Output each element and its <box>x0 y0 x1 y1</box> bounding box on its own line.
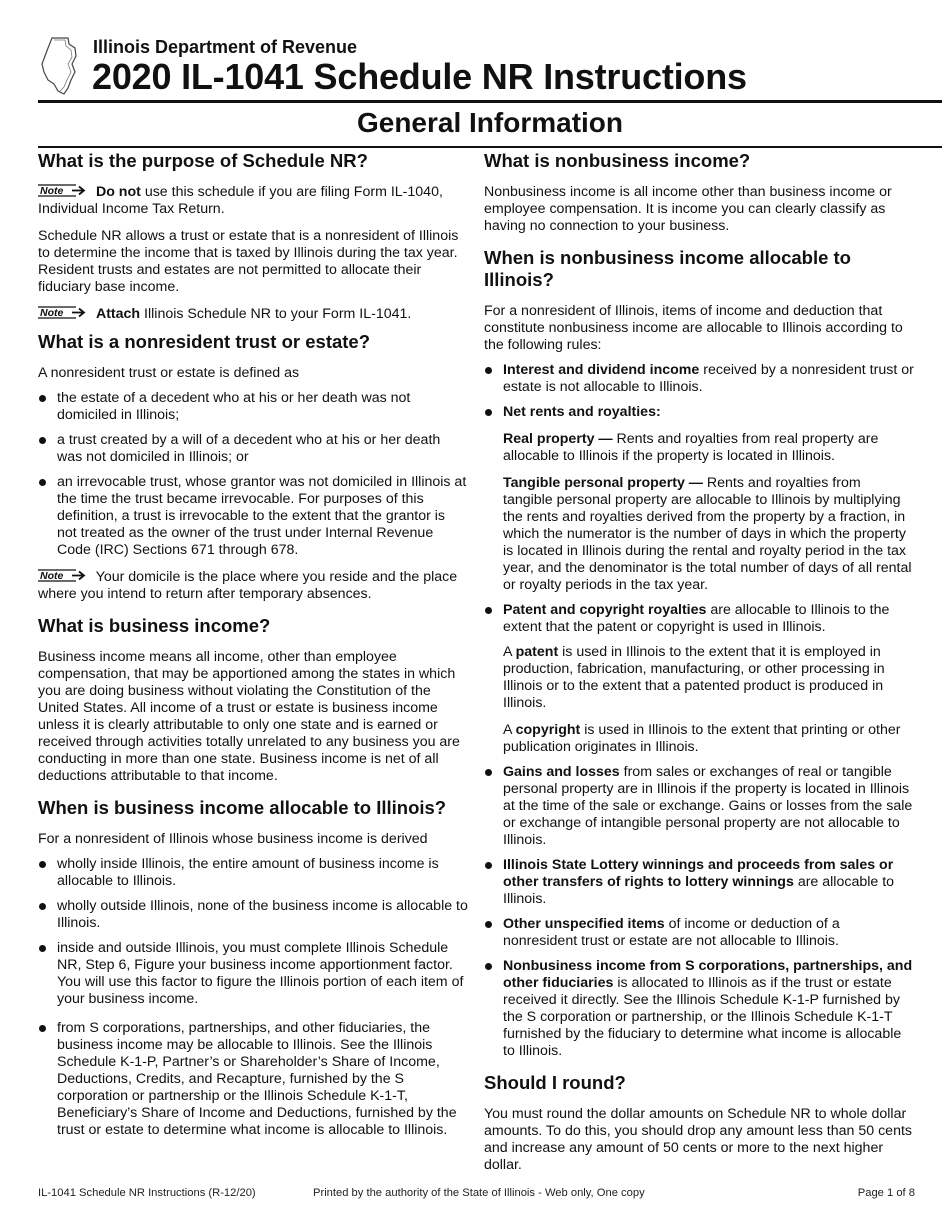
business-allocable-heading: When is business income allocable to Illinois? <box>38 797 447 818</box>
list-item: Net rents and royalties: <box>484 404 914 421</box>
note-text: use this schedule if you are filing Form IL-1040, Individual Income Tax Return. <box>38 184 443 217</box>
list-item: a trust created by a will of a decedent who at his or her death was not domiciled in Illinois; or <box>38 432 468 466</box>
nonbusiness-rules-list-2 <box>484 602 914 636</box>
note-attach <box>38 306 468 323</box>
document-header <box>38 34 942 102</box>
nonresident-list <box>38 390 468 559</box>
nonbusiness-heading: What is nonbusiness income? <box>484 150 751 171</box>
document-title: 2020 IL-1041 Schedule NR Instructions <box>92 56 747 97</box>
footer-authority: Printed by the authority of the State of Illinois - Web only, One copy <box>313 1187 645 1199</box>
list-item: Nonbusiness income from S corporations, partnerships, and other fiduciaries is allocated to Illinois as if the trust or estate received it directly. See the Illinois Schedule K-1-P furnished by the S corporation or partnership, or the Illinois Schedule K-1-T furnished by the fiduciary to determine what income is allocable to Illinois. <box>484 958 914 1060</box>
nonbusiness-allocable-intro: For a nonresident of Illinois, items of income and deduction that constitute nonbusiness income are allocable to Illinois according to the following rules: <box>484 303 903 353</box>
purpose-paragraph: Schedule NR allows a trust or estate that is a nonresident of Illinois to determine the income that is taxed by Illinois during the tax year. Resident trusts and estates are not permitted to allocate their fiduciary base income. <box>38 228 459 295</box>
patent-definition: A patent is used in Illinois to the extent that it is employed in production, fabrication, manufacturing, or other processing in Illinois or to the extent that a patented product is produced in Illinois. <box>503 644 885 711</box>
business-allocable-list <box>38 856 468 1139</box>
rounding-heading: Should I round? <box>484 1072 626 1093</box>
business-heading: What is business income? <box>38 615 271 636</box>
footer-page-number: Page 1 of 8 <box>857 1187 915 1199</box>
list-item: Gains and losses from sales or exchanges of real or tangible personal property are in Illinois if the property is located in Illinois at the time of the sale or exchange. Gains or losses from the sale or exchange of intangible personal property are not allocable to Illinois. <box>484 764 914 849</box>
svg-text:Note: Note <box>40 570 64 582</box>
department-name: Illinois Department of Revenue <box>93 37 358 57</box>
note-icon <box>38 569 88 582</box>
svg-text:Note: Note <box>40 185 64 197</box>
note-text: Your domicile is the place where you reside and the place where you intend to return after temporary absences. <box>38 569 458 602</box>
list-item: Illinois State Lottery winnings and proceeds from sales or other transfers of rights to lottery winnings are allocable to Illinois. <box>484 857 914 908</box>
list-item: Patent and copyright royalties are allocable to Illinois to the extent that the patent or copyright is used in Illinois. <box>484 602 914 636</box>
nonresident-heading: What is a nonresident trust or estate? <box>38 331 371 352</box>
nonresident-intro: A nonresident trust or estate is defined as <box>38 365 300 381</box>
list-item: Other unspecified items of income or deduction of a nonresident trust or estate are not allocable to Illinois. <box>484 916 914 950</box>
note-text: Illinois Schedule NR to your Form IL-1041. <box>140 306 412 322</box>
list-item: the estate of a decedent who at his or her death was not domiciled in Illinois; <box>38 390 468 424</box>
note-bold: Do not <box>95 184 141 200</box>
list-item: inside and outside Illinois, you must complete Illinois Schedule NR, Step 6, Figure your business income apportionment factor. You will use this factor to figure the Illinois portion of each item of your business income. <box>38 940 468 1008</box>
right-column <box>484 150 914 1184</box>
rounding-paragraph: You must round the dollar amounts on Schedule NR to whole dollar amounts. To do this, you should drop any amount less than 50 cents and increase any amount of 50 cents or more to the next higher dollar. <box>484 1106 912 1173</box>
section-title: General Information <box>356 107 624 138</box>
note-domicile <box>38 569 468 603</box>
nonbusiness-paragraph: Nonbusiness income is all income other than business income or employee compensation. It is income you can clearly classify as having no connection to your business. <box>484 184 892 234</box>
left-column <box>38 150 468 1149</box>
note-bold: Attach <box>95 306 141 322</box>
note-icon <box>38 184 88 197</box>
business-paragraph: Business income means all income, other than employee compensation, that may be apportioned among the states in which you are doing business without violating the Constitution of the United States. All income of a trust or estate is business income unless it is clearly attributable to only one state and is earned or received through activities totally unrelated to any business you are conducting in more than one state. Business income is net of all deductions attributable to that income. <box>38 649 460 784</box>
note-do-not <box>38 184 468 218</box>
real-property-rule: Real property — Rents and royalties from real property are allocable to Illinois if the property is located in Illinois. <box>503 431 879 464</box>
business-allocable-intro: For a nonresident of Illinois whose business income is derived <box>38 831 428 847</box>
note-icon <box>38 306 88 319</box>
list-item: from S corporations, partnerships, and other fiduciaries, the business income may be allocable to Illinois. See the Illinois Schedule K-1-P, Partner’s or Shareholder’s Share of Income, Deductions, Credits, and Recapture, furnished by the S corporation or partnership or the Illinois Schedule K-1-T, Beneficiary’s Share of Income and Deductions, furnished by the trust or estate to determine what income is allocable to Illinois. <box>38 1020 468 1139</box>
illinois-state-outline-icon <box>38 36 82 96</box>
footer-form-id: IL-1041 Schedule NR Instructions (R-12/20) <box>38 1187 256 1199</box>
note-badge <box>38 306 96 322</box>
list-item: Interest and dividend income received by a nonresident trust or estate is not allocable to Illinois. <box>484 362 914 396</box>
svg-text:Note: Note <box>40 307 64 319</box>
note-badge <box>38 184 96 200</box>
purpose-heading: What is the purpose of Schedule NR? <box>38 150 368 171</box>
nonbusiness-rules-list-3 <box>484 764 914 1060</box>
nonbusiness-rules-list <box>484 362 914 421</box>
list-item: wholly inside Illinois, the entire amount of business income is allocable to Illinois. <box>38 856 468 890</box>
header-divider <box>38 100 942 103</box>
nonbusiness-allocable-heading: When is nonbusiness income allocable to Illinois? <box>484 247 851 290</box>
note-badge <box>38 569 96 585</box>
list-item: an irrevocable trust, whose grantor was not domiciled in Illinois at the time the trust became irrevocable. For purposes of this definition, a trust is irrevocable to the extent that the grantor is not treated as the owner of the trust under Internal Revenue Code (IRC) Sections 671 through 678. <box>38 474 468 559</box>
list-item: wholly outside Illinois, none of the business income is allocable to Illinois. <box>38 898 468 932</box>
section-divider <box>38 146 942 148</box>
copyright-definition: A copyright is used in Illinois to the extent that printing or other publication originates in Illinois. <box>503 722 901 755</box>
tangible-property-rule: Tangible personal property — Rents and royalties from tangible personal property are allocable to Illinois by multiplying the rents and royalties derived from the property by a fraction, in which the numerator is the number of days in which the property is located in Illinois during the rental and royalty period in the tax year, and the denominator is the total number of days of all rental or royalty periods in the tax year. <box>503 475 912 593</box>
